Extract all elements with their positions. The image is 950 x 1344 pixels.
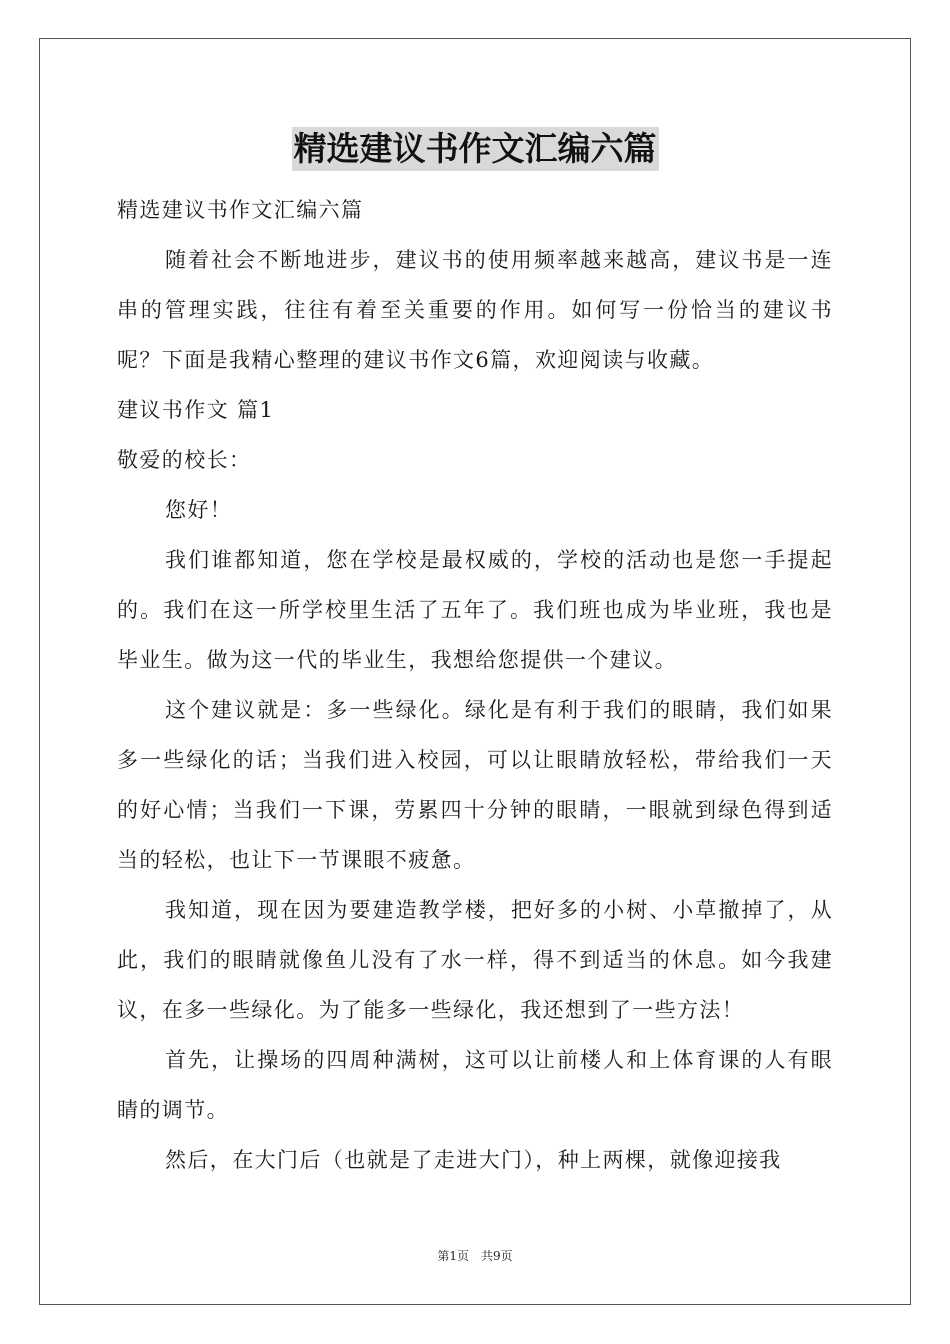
paragraph: 您好！	[165, 498, 233, 522]
paragraph: 首先，让操场的四周种满树，这可以让前楼人和上体育课的人有眼睛的调节。	[117, 1048, 833, 1122]
paragraph: 敬爱的校长：	[117, 448, 252, 472]
page-footer: 第1页 共9页	[437, 1249, 513, 1263]
paragraph: 我知道，现在因为要建造教学楼，把好多的小树、小草撤掉了，从此，我们的眼睛就像鱼儿没有了水一样，得不到适当的休息。如今我建议，在多一些绿化。为了能多一些绿化，我还想到了一些方法！	[117, 898, 833, 1022]
paragraph: 随着社会不断地进步，建议书的使用频率越来越高，建议书是一连串的管理实践，往往有着至关重要的作用。如何写一份恰当的建议书呢？下面是我精心整理的建议书作文6篇，欢迎阅读与收藏。	[117, 248, 833, 372]
paragraph: 建议书作文 篇1	[117, 398, 275, 422]
paragraph: 我们谁都知道，您在学校是最权威的，学校的活动也是您一手提起的。我们在这一所学校里生活了五年了。我们班也成为毕业班，我也是毕业生。做为这一代的毕业生，我想给您提供一个建议。	[117, 548, 833, 672]
document-title: 精选建议书作文汇编六篇	[292, 127, 659, 171]
document-body	[117, 185, 833, 1185]
paragraph: 然后，在大门后（也就是了走进大门），种上两棵，就像迎接我	[165, 1148, 782, 1172]
paragraph: 这个建议就是：多一些绿化。绿化是有利于我们的眼睛，我们如果多一些绿化的话；当我们进入校园，可以让眼睛放轻松，带给我们一天的好心情；当我们一下课，劳累四十分钟的眼睛，一眼就到绿色得到适当的轻松，也让下一节课眼不疲惫。	[117, 698, 833, 872]
paragraph: 精选建议书作文汇编六篇	[117, 198, 364, 222]
title-container	[0, 127, 950, 171]
